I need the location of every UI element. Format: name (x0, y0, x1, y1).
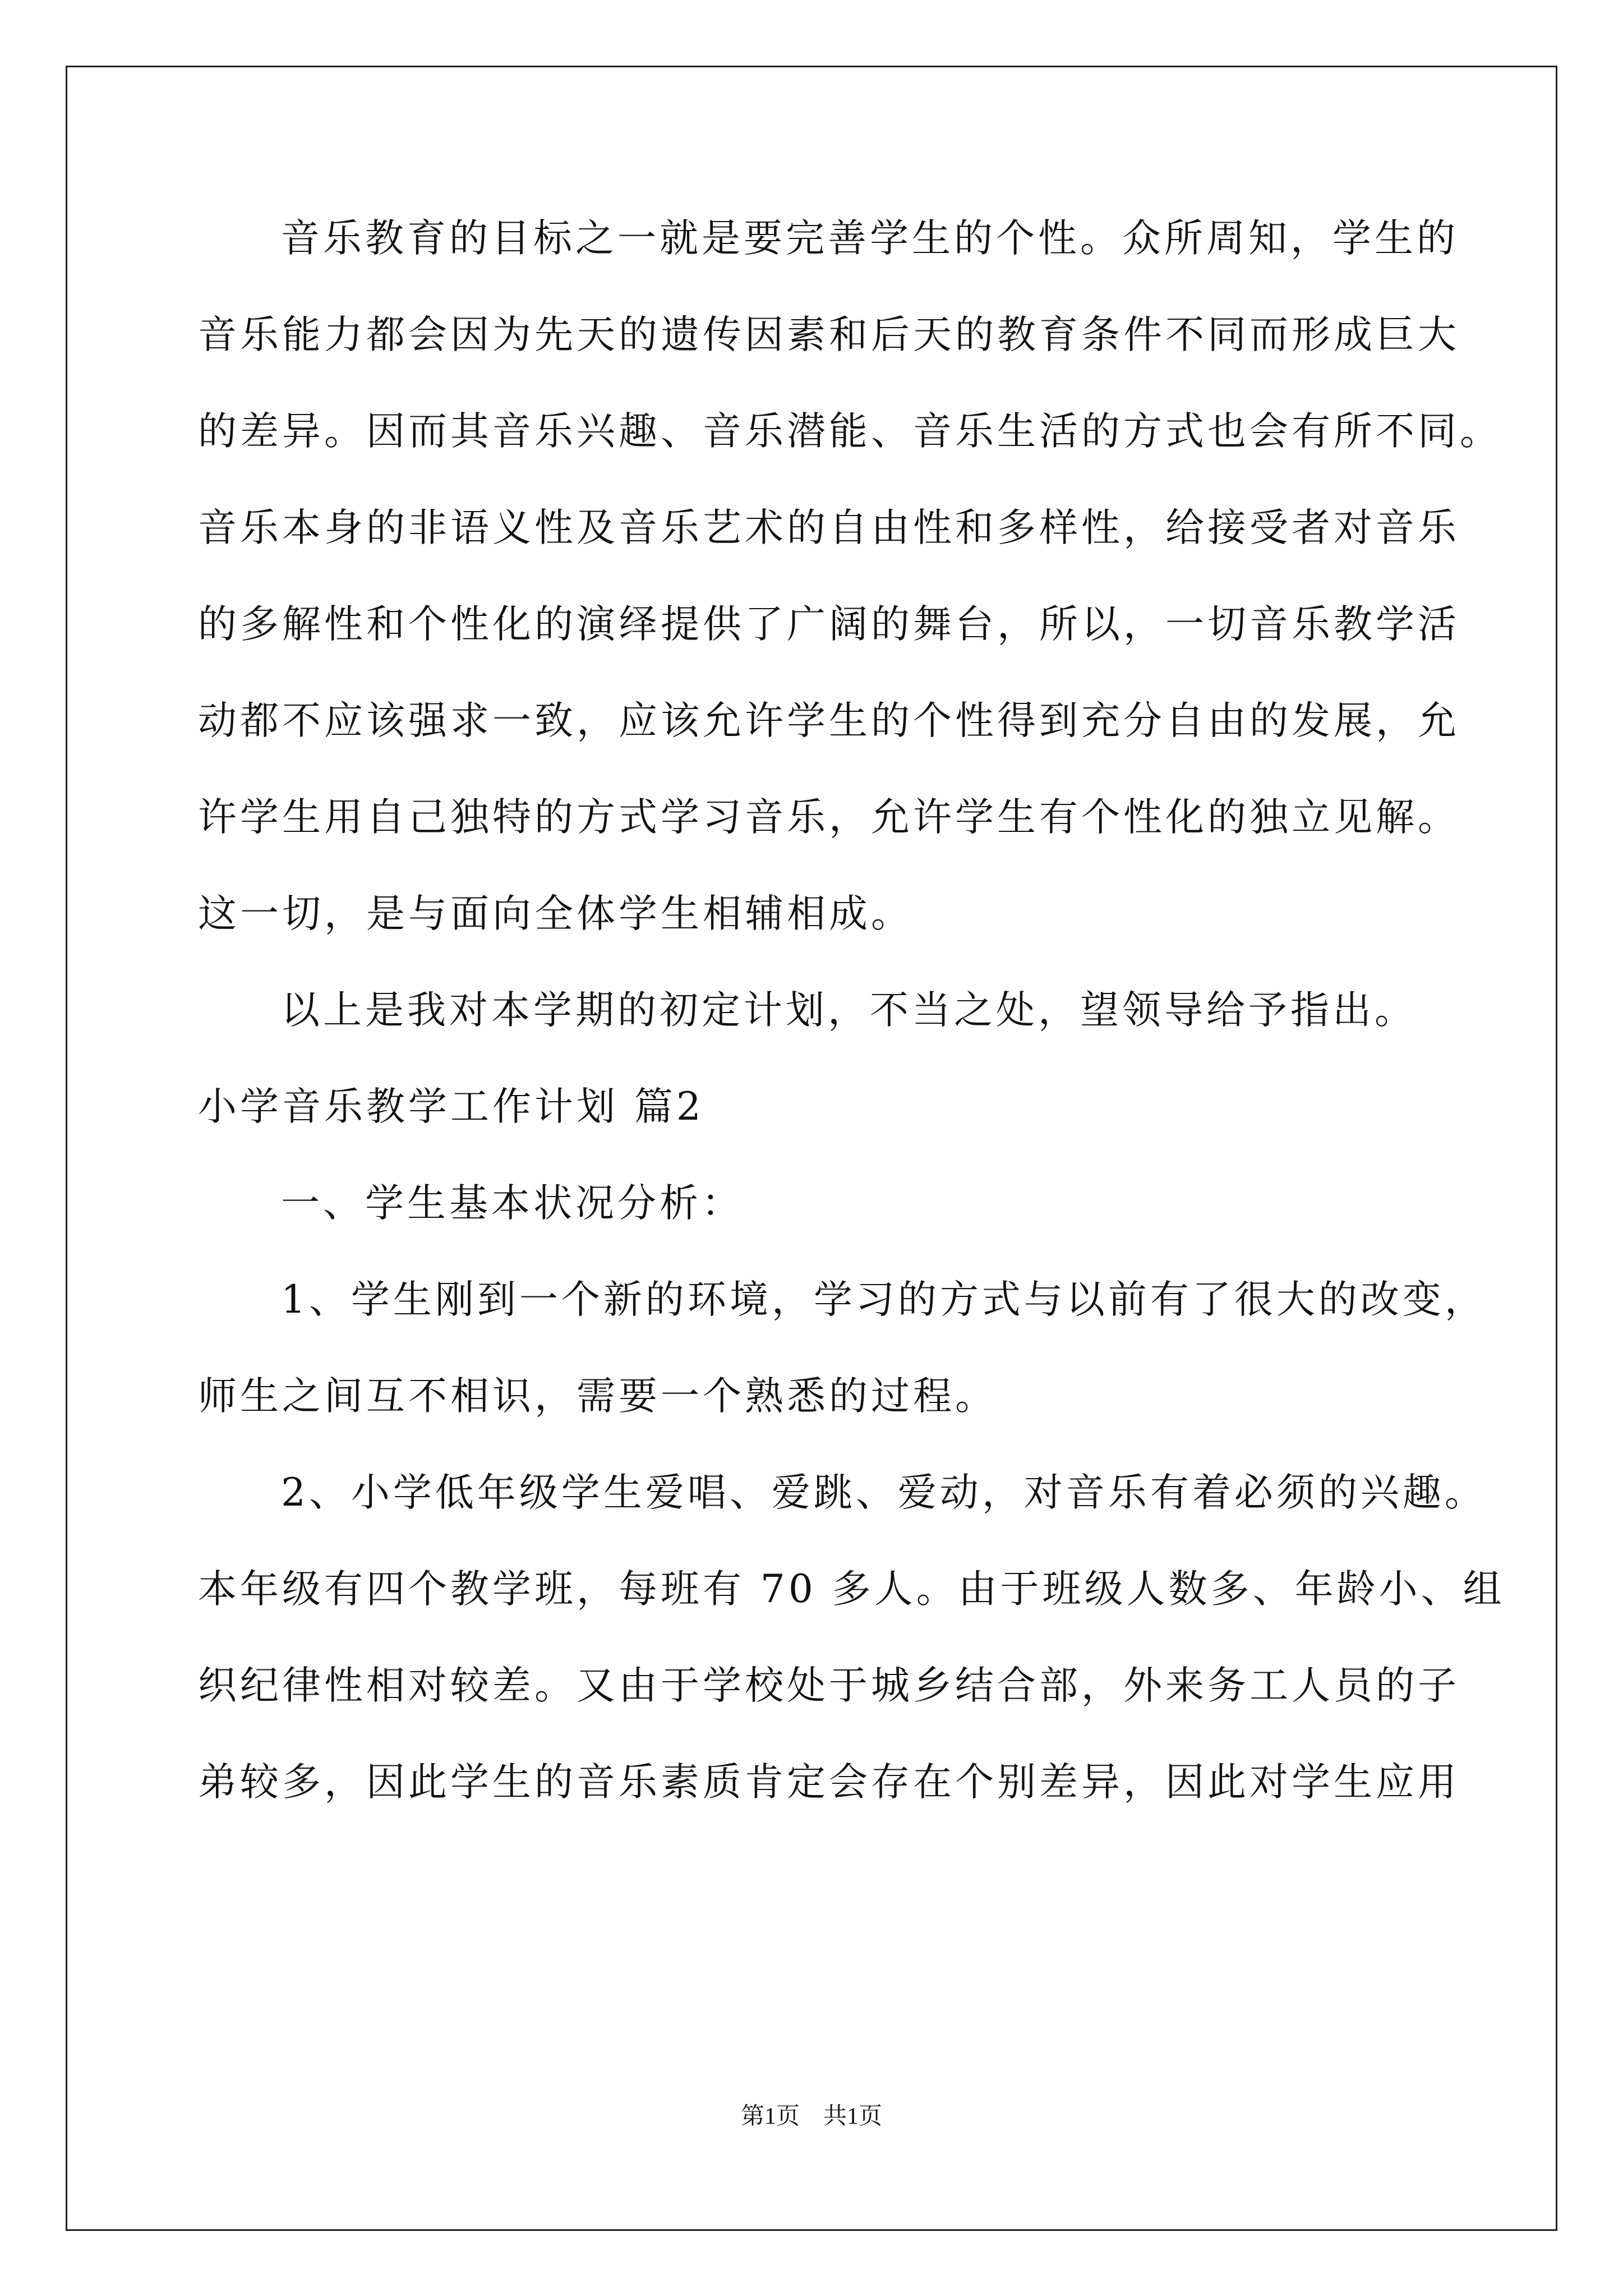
paragraph-line: 的多解性和个性化的演绎提供了广阔的舞台，所以，一切音乐教学活 (198, 602, 1460, 647)
paragraph-line: 音乐能力都会因为先天的遗传因素和后天的教育条件不同而形成巨大 (198, 312, 1460, 357)
paragraph-line: 1、学生刚到一个新的环境，学习的方式与以前有了很大的改变， (281, 1277, 1487, 1322)
section-heading: 小学音乐教学工作计划 篇2 (198, 1084, 704, 1129)
paragraph-line: 2、小学低年级学生爱唱、爱跳、爱动，对音乐有着必须的兴趣。 (281, 1470, 1487, 1515)
subsection-heading: 一、学生基本状况分析： (281, 1181, 744, 1226)
paragraph-line: 音乐本身的非语义性及音乐艺术的自由性和多样性，给接受者对音乐 (198, 505, 1460, 550)
page-number-footer: 第1页 共1页 (740, 2104, 882, 2129)
paragraph-line: 弟较多，因此学生的音乐素质肯定会存在个别差异，因此对学生应用 (198, 1760, 1460, 1805)
paragraph-line: 本年级有四个教学班，每班有 70 多人。由于班级人数多、年龄小、组 (198, 1567, 1505, 1612)
paragraph-line: 以上是我对本学期的初定计划，不当之处，望领导给予指出。 (281, 988, 1417, 1033)
paragraph-line: 的差异。因而其音乐兴趣、音乐潜能、音乐生活的方式也会有所不同。 (198, 409, 1502, 454)
paragraph-line: 音乐教育的目标之一就是要完善学生的个性。众所周知，学生的 (281, 216, 1459, 261)
paragraph-line: 动都不应该强求一致，应该允许学生的个性得到充分自由的发展，允 (198, 698, 1460, 743)
page-border (66, 66, 1557, 2231)
paragraph-line: 这一切，是与面向全体学生相辅相成。 (198, 891, 913, 936)
paragraph-line: 师生之间互不相识，需要一个熟悉的过程。 (198, 1374, 997, 1419)
paragraph-line: 许学生用自己独特的方式学习音乐，允许学生有个性化的独立见解。 (198, 795, 1460, 840)
paragraph-line: 织纪律性相对较差。又由于学校处于城乡结合部，外来务工人员的子 (198, 1663, 1460, 1708)
